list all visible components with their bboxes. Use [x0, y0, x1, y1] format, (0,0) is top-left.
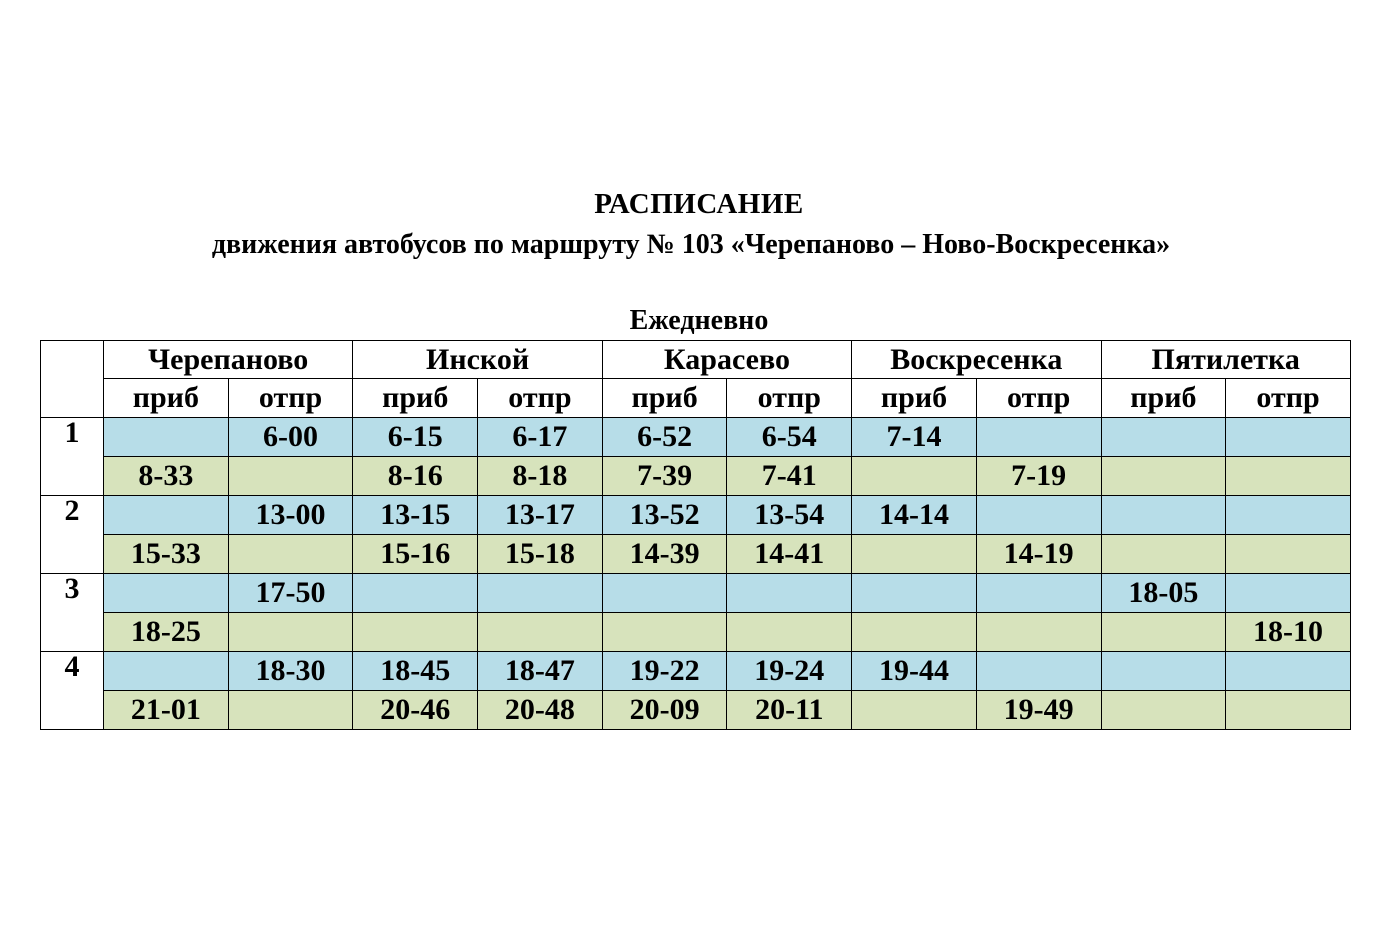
time-cell — [1226, 652, 1351, 691]
time-cell: 13-52 — [602, 496, 727, 535]
time-cell: 20-46 — [353, 691, 478, 730]
time-cell: 18-47 — [478, 652, 603, 691]
trip-number: 2 — [41, 496, 104, 574]
time-cell — [1101, 691, 1226, 730]
time-cell: 18-45 — [353, 652, 478, 691]
time-cell: 6-00 — [228, 418, 353, 457]
time-cell: 14-14 — [852, 496, 977, 535]
time-cell — [1101, 496, 1226, 535]
time-cell: 18-25 — [104, 613, 229, 652]
time-cell — [976, 574, 1101, 613]
time-cell — [602, 613, 727, 652]
time-cell — [1101, 613, 1226, 652]
page-title: РАСПИСАНИЕ — [594, 188, 804, 220]
trip-outbound-row — [41, 574, 1351, 613]
time-cell: 19-44 — [852, 652, 977, 691]
time-cell — [104, 496, 229, 535]
time-cell — [228, 691, 353, 730]
time-cell: 18-10 — [1226, 613, 1351, 652]
arrival-header: приб — [852, 379, 977, 418]
time-cell — [478, 613, 603, 652]
route-subtitle: движения автобусов по маршруту № 103 «Черепаново – Ново-Воскресенка» — [211, 229, 1171, 260]
trip-number: 1 — [41, 418, 104, 496]
time-cell — [852, 574, 977, 613]
arrival-header: приб — [353, 379, 478, 418]
time-cell: 6-54 — [727, 418, 852, 457]
departure-header: отпр — [228, 379, 353, 418]
time-cell — [1101, 457, 1226, 496]
time-cell: 14-41 — [727, 535, 852, 574]
time-cell — [1226, 691, 1351, 730]
time-cell: 18-05 — [1101, 574, 1226, 613]
time-cell: 7-14 — [852, 418, 977, 457]
time-cell — [727, 574, 852, 613]
time-cell: 7-39 — [602, 457, 727, 496]
time-cell — [852, 457, 977, 496]
time-cell: 14-19 — [976, 535, 1101, 574]
trip-return-row — [41, 613, 1351, 652]
trip-number-header — [41, 341, 104, 418]
time-cell: 19-24 — [727, 652, 852, 691]
station-header: Инской — [353, 341, 602, 379]
time-cell: 15-33 — [104, 535, 229, 574]
time-cell — [1101, 652, 1226, 691]
time-cell — [852, 691, 977, 730]
time-cell: 7-19 — [976, 457, 1101, 496]
departure-header: отпр — [976, 379, 1101, 418]
station-header: Черепаново — [104, 341, 353, 379]
station-header: Пятилетка — [1101, 341, 1350, 379]
time-cell — [852, 535, 977, 574]
time-cell: 8-16 — [353, 457, 478, 496]
time-cell — [104, 652, 229, 691]
time-cell: 13-00 — [228, 496, 353, 535]
time-cell: 17-50 — [228, 574, 353, 613]
time-cell: 15-16 — [353, 535, 478, 574]
time-cell: 18-30 — [228, 652, 353, 691]
arrival-departure-header-row — [41, 379, 1351, 418]
time-cell — [1226, 496, 1351, 535]
schedule-table — [40, 340, 1351, 730]
time-cell — [1226, 535, 1351, 574]
time-cell — [104, 574, 229, 613]
time-cell — [478, 574, 603, 613]
time-cell — [1226, 418, 1351, 457]
time-cell: 13-15 — [353, 496, 478, 535]
trip-return-row — [41, 535, 1351, 574]
trip-outbound-row — [41, 652, 1351, 691]
time-cell: 20-11 — [727, 691, 852, 730]
time-cell — [727, 613, 852, 652]
time-cell — [228, 535, 353, 574]
time-cell — [228, 457, 353, 496]
time-cell: 19-49 — [976, 691, 1101, 730]
time-cell — [976, 613, 1101, 652]
station-header-row — [41, 341, 1351, 379]
departure-header: отпр — [727, 379, 852, 418]
time-cell — [353, 574, 478, 613]
time-cell — [1101, 535, 1226, 574]
departure-header: отпр — [478, 379, 603, 418]
time-cell: 8-33 — [104, 457, 229, 496]
time-cell — [852, 613, 977, 652]
trip-number: 4 — [41, 652, 104, 730]
time-cell: 20-09 — [602, 691, 727, 730]
time-cell: 8-18 — [478, 457, 603, 496]
time-cell: 15-18 — [478, 535, 603, 574]
time-cell: 20-48 — [478, 691, 603, 730]
time-cell: 6-15 — [353, 418, 478, 457]
departure-header: отпр — [1226, 379, 1351, 418]
arrival-header: приб — [1101, 379, 1226, 418]
time-cell — [353, 613, 478, 652]
time-cell — [104, 418, 229, 457]
time-cell — [1226, 574, 1351, 613]
time-cell: 6-17 — [478, 418, 603, 457]
time-cell — [1101, 418, 1226, 457]
time-cell — [976, 496, 1101, 535]
time-cell — [976, 418, 1101, 457]
time-cell: 21-01 — [104, 691, 229, 730]
time-cell: 13-54 — [727, 496, 852, 535]
station-header: Воскресенка — [852, 341, 1101, 379]
schedule-body — [41, 418, 1351, 730]
time-cell — [228, 613, 353, 652]
trip-outbound-row — [41, 496, 1351, 535]
trip-number: 3 — [41, 574, 104, 652]
trip-return-row — [41, 457, 1351, 496]
arrival-header: приб — [602, 379, 727, 418]
time-cell — [602, 574, 727, 613]
trip-outbound-row — [41, 418, 1351, 457]
time-cell: 14-39 — [602, 535, 727, 574]
time-cell: 19-22 — [602, 652, 727, 691]
time-cell — [976, 652, 1101, 691]
time-cell: 7-41 — [727, 457, 852, 496]
frequency-label: Ежедневно — [629, 305, 769, 336]
time-cell — [1226, 457, 1351, 496]
time-cell: 13-17 — [478, 496, 603, 535]
station-header: Карасево — [602, 341, 851, 379]
trip-return-row — [41, 691, 1351, 730]
arrival-header: приб — [104, 379, 229, 418]
time-cell: 6-52 — [602, 418, 727, 457]
